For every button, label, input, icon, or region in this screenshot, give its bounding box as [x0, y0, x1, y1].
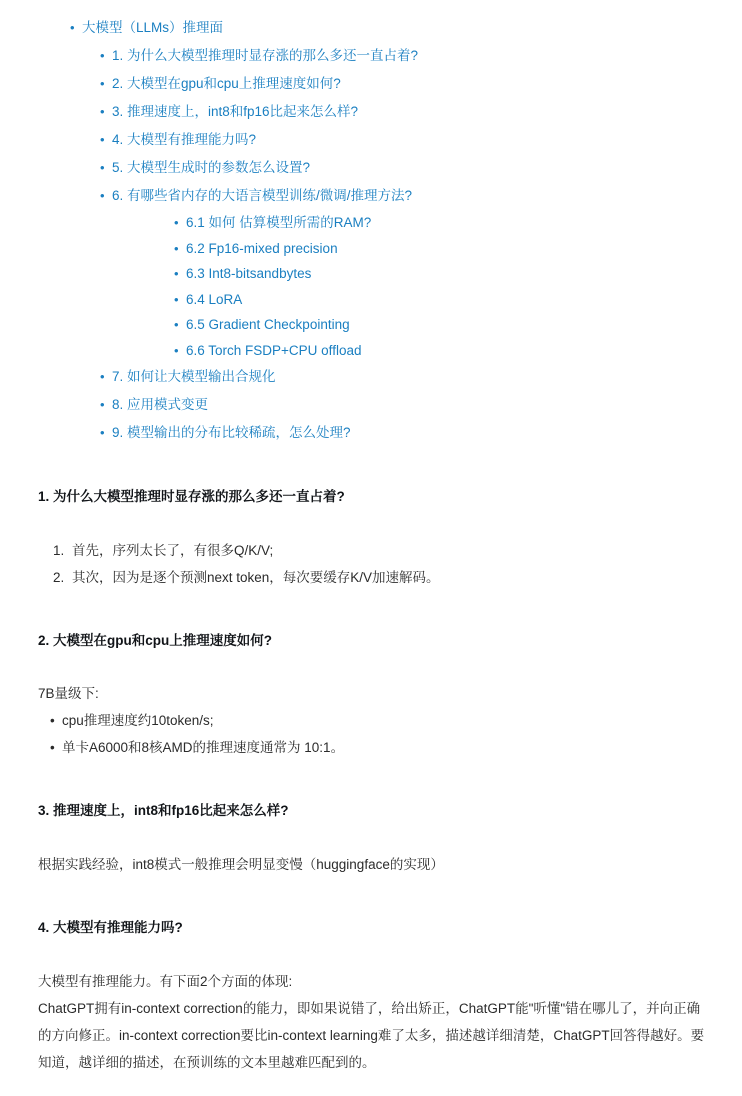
toc-item-1[interactable]	[112, 42, 712, 70]
section-3	[30, 801, 712, 821]
toc-item-label: 3. 推理速度上，int8和fp16比起来怎么样?	[112, 104, 359, 119]
paragraph: 大模型有推理能力。有下面2个方面的体现:	[38, 974, 293, 989]
spacer	[30, 507, 712, 537]
toc-item-label: 6.4 LoRA	[186, 291, 243, 307]
spacer	[30, 447, 712, 487]
list-item: 1. 首先，序列太长了，有很多Q/K/V;	[68, 537, 712, 564]
list-item: 2. 其次，因为是逐个预测next token，每次要缓存K/V加速解码。	[68, 564, 712, 591]
section-3-body	[30, 851, 712, 878]
toc-item-6-2[interactable]	[186, 236, 712, 262]
toc-item-label: 7. 如何让大模型输出合规化	[112, 369, 276, 384]
toc-root-item[interactable]	[82, 14, 712, 447]
toc-level-3-list	[112, 210, 712, 363]
lead-text: 7B量级下:	[38, 686, 99, 701]
spacer	[30, 591, 712, 631]
toc-item-9[interactable]	[112, 419, 712, 447]
spacer	[30, 761, 712, 801]
toc-item-label: 5. 大模型生成时的参数怎么设置?	[112, 160, 311, 175]
toc-item-7[interactable]	[112, 363, 712, 391]
toc-item-label: 6.5 Gradient Checkpointing	[186, 317, 350, 332]
toc-item-6-5[interactable]	[186, 312, 712, 338]
section-2-lead	[30, 681, 712, 707]
toc-item-label: 8. 应用模式变更	[112, 397, 209, 412]
section-4-body	[30, 968, 712, 1076]
paragraph: 根据实践经验，int8模式一般推理会明显变慢（huggingface的实现）	[38, 857, 444, 872]
paragraph: ChatGPT拥有in-context correction的能力，即如果说错了，给出矫正，ChatGPT能"听懂"错在哪儿了，并向正确的方向修正。in-context correction要比in-context learning难了太多，描述越详细清楚，ChatGPT回答得越好。要知道，越详细的描述，在预训练的文本里越难匹配到的。	[38, 1001, 705, 1070]
list-item: • cpu推理速度约10token/s;	[62, 707, 712, 734]
toc-root-label: 大模型（LLMs）推理面	[82, 20, 224, 35]
toc-item-6[interactable]	[112, 182, 712, 363]
toc-item-4[interactable]	[112, 126, 712, 154]
spacer	[30, 651, 712, 681]
table-of-contents	[30, 14, 712, 447]
spacer	[30, 821, 712, 851]
toc-item-6-4[interactable]	[186, 287, 712, 313]
toc-item-label: 9. 模型输出的分布比较稀疏，怎么处理?	[112, 425, 351, 440]
spacer	[30, 878, 712, 918]
section-3-heading: 3. 推理速度上，int8和fp16比起来怎么样?	[38, 803, 289, 818]
toc-item-6-6[interactable]	[186, 338, 712, 364]
toc-item-label: 4. 大模型有推理能力吗?	[112, 132, 257, 147]
toc-item-3[interactable]	[112, 98, 712, 126]
section-2-list	[30, 707, 712, 761]
section-4-heading: 4. 大模型有推理能力吗?	[38, 920, 183, 935]
section-2-heading: 2. 大模型在gpu和cpu上推理速度如何?	[38, 633, 272, 648]
toc-item-6-1[interactable]	[186, 210, 712, 236]
section-1-list	[30, 537, 712, 591]
toc-item-label: 6. 有哪些省内存的大语言模型训练/微调/推理方法?	[112, 188, 413, 203]
toc-item-2[interactable]	[112, 70, 712, 98]
toc-item-6-3[interactable]	[186, 261, 712, 287]
toc-item-5[interactable]	[112, 154, 712, 182]
toc-item-label: 6.3 Int8-bitsandbytes	[186, 266, 312, 281]
toc-level-2-list	[82, 42, 712, 447]
toc-item-label: 6.6 Torch FSDP+CPU offload	[186, 342, 362, 358]
section-1-heading: 1. 为什么大模型推理时显存涨的那么多还一直占着?	[38, 489, 345, 504]
toc-item-label: 6.1 如何 估算模型所需的RAM?	[186, 215, 372, 230]
section-2	[30, 631, 712, 651]
toc-item-label: 6.2 Fp16-mixed precision	[186, 240, 338, 256]
toc-item-8[interactable]	[112, 391, 712, 419]
spacer	[30, 938, 712, 968]
section-4	[30, 918, 712, 938]
toc-item-label: 1. 为什么大模型推理时显存涨的那么多还一直占着?	[112, 48, 419, 63]
toc-item-label: 2. 大模型在gpu和cpu上推理速度如何?	[112, 76, 341, 91]
section-1	[30, 487, 712, 507]
list-item: • 单卡A6000和8核AMD的推理速度通常为 10:1。	[62, 734, 712, 761]
